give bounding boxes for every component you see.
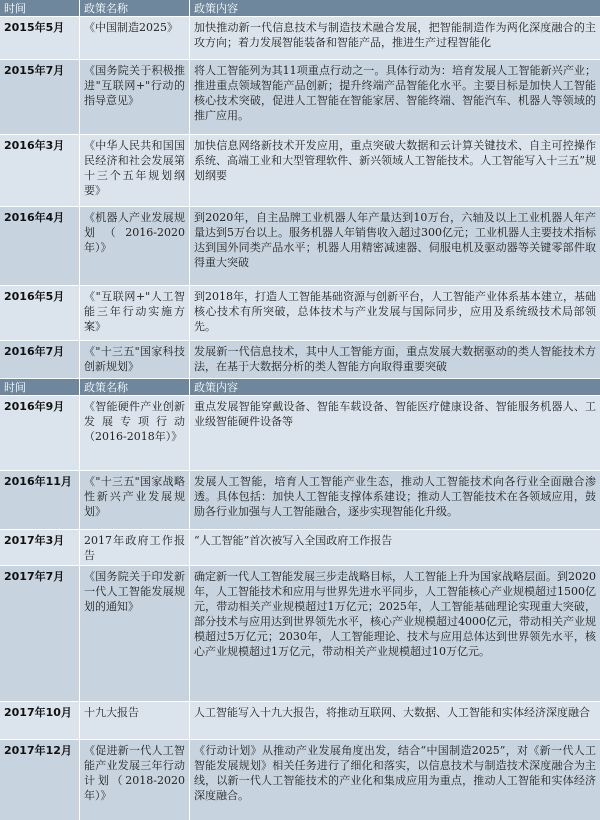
table-row [0, 60, 600, 135]
row-name: 2017年政府工作报告 [79, 530, 189, 565]
table-row [0, 135, 600, 207]
table-row [0, 17, 600, 60]
row-name: 《促进新一代人工智能产业发展三年行动计划（2018-2020年）》 [79, 740, 189, 820]
row-content: “人工智能”首次被写入全国政府工作报告 [189, 530, 600, 565]
row-time: 2016年3月 [0, 135, 79, 206]
row-time: 2015年7月 [0, 60, 79, 134]
header-name: 政策名称 [79, 0, 189, 16]
row-time: 2016年7月 [0, 341, 79, 378]
table-row [0, 740, 600, 820]
table-row [0, 286, 600, 341]
row-content: 发展新一代信息技术，其中人工智能方面，重点发展大数据驱动的类人智能技术方法，在基于大数据分析的类人智能方向取得重要突破 [189, 341, 600, 378]
row-name: 《"互联网+"人工智能三年行动实施方案》 [79, 286, 189, 340]
row-content: 加快推动新一代信息技术与制造技术融合发展，把智能制造作为两化深度融合的主攻方向；着力发展智能装备和智能产品，推进生产过程智能化 [189, 17, 600, 59]
row-name: 《智能硬件产业创新发展专项行动（2016-2018年）》 [79, 396, 189, 470]
row-content: 人工智能写入十九大报告，将推动互联网、大数据、人工智能和实体经济深度融合 [189, 702, 600, 739]
table-row [0, 702, 600, 740]
row-content: 加快信息网络新技术开发应用，重点突破大数据和云计算关键技术、自主可控操作系统、高端工业和大型管理软件、新兴领域人工智能技术。人工智能写入十三五”规划纲要 [189, 135, 600, 206]
row-time: 2015年5月 [0, 17, 79, 59]
row-content: 重点发展智能穿戴设备、智能车载设备、智能医疗健康设备、智能服务机器人、工业级智能硬件设备等 [189, 396, 600, 470]
row-time: 2016年11月 [0, 471, 79, 529]
row-time: 2017年7月 [0, 566, 79, 701]
row-time: 2016年9月 [0, 396, 79, 470]
header-content: 政策内容 [189, 379, 600, 395]
row-time: 2017年10月 [0, 702, 79, 739]
row-name: 十九大报告 [79, 702, 189, 739]
table-header [0, 0, 600, 17]
row-time: 2017年3月 [0, 530, 79, 565]
row-content: 发展人工智能，培育人工智能产业生态，推动人工智能技术向各行业全面融合渗透。具体包括：加快人工智能支撑体系建设；推动人工智能技术在各领域应用，鼓励各行业加强与人工智能融合，逐步实现智能化升级。 [189, 471, 600, 529]
row-time: 2017年12月 [0, 740, 79, 820]
table-row [0, 341, 600, 379]
table-header-repeat [0, 379, 600, 396]
header-content: 政策内容 [189, 0, 600, 16]
table-row [0, 530, 600, 566]
row-name: 《中国制造2025》 [79, 17, 189, 59]
row-content: 《行动计划》从推动产业发展角度出发，结合“中国制造2025”，对《新一代人工智能发展规划》相关任务进行了细化和落实，以信息技术与制造技术深度融合为主线，以新一代人工智能技术的产业化和集成应用为重点，推动人工智能和实体经济深度融合。 [189, 740, 600, 820]
table-row [0, 207, 600, 286]
row-content: 确定新一代人工智能发展三步走战略目标，人工智能上升为国家战略层面。到2020年，人工智能技术和应用与世界先进水平同步，人工智能核心产业规模超过1500亿元，带动相关产业规模超过1万亿元；2025年，人工智能基础理论实现重大突破，部分技术与应用达到世界领先水平，核心产业规模超过4000亿元，带动相关产业规模超过5万亿元；2030年，人工智能理论、技术与应用总体达到世界领先水平，核心产业规模超过1万亿元，带动相关产业规模超过10万亿元。 [189, 566, 600, 701]
row-time: 2016年5月 [0, 286, 79, 340]
table-row [0, 566, 600, 702]
table-row [0, 471, 600, 530]
row-name: 《国务院关于积极推进"互联网+"行动的指导意见》 [79, 60, 189, 134]
row-content: 将人工智能列为其11项重点行动之一。具体行动为：培育发展人工智能新兴产业；推进重点领域智能产品创新；提升终端产品智能化水平。主要目标是加快人工智能核心技术突破，促进人工智能在智能家居、智能终端、智能汽车、机器人等领域的推广应用。 [189, 60, 600, 134]
row-content: 到2018年，打造人工智能基础资源与创新平台，人工智能产业体系基本建立，基础核心技术有所突破，总体技术与产业发展与国际同步，应用及系统级技术局部领先。 [189, 286, 600, 340]
row-time: 2016年4月 [0, 207, 79, 285]
row-name: 《中华人民共和国国民经济和社会发展第十三个五年规划纲要》 [79, 135, 189, 206]
table-row [0, 396, 600, 471]
row-name: 《机器人产业发展规划（2016-2020年）》 [79, 207, 189, 285]
header-name: 政策名称 [79, 379, 189, 395]
row-name: 《"十三五"国家科技创新规划》 [79, 341, 189, 378]
header-time: 时间 [0, 0, 79, 16]
row-name: 《国务院关于印发新一代人工智能发展规划的通知》 [79, 566, 189, 701]
row-content: 到2020年，自主品牌工业机器人年产量达到10万台，六轴及以上工业机器人年产量达到5万台以上。服务机器人年销售收入超过300亿元；工业机器人主要技术指标达到国外同类产品水平；机器人用精密减速器、伺服电机及驱动器等关键零部件取得重大突破 [189, 207, 600, 285]
header-time: 时间 [0, 379, 79, 395]
row-name: 《"十三五"国家战略性新兴产业发展规划》 [79, 471, 189, 529]
